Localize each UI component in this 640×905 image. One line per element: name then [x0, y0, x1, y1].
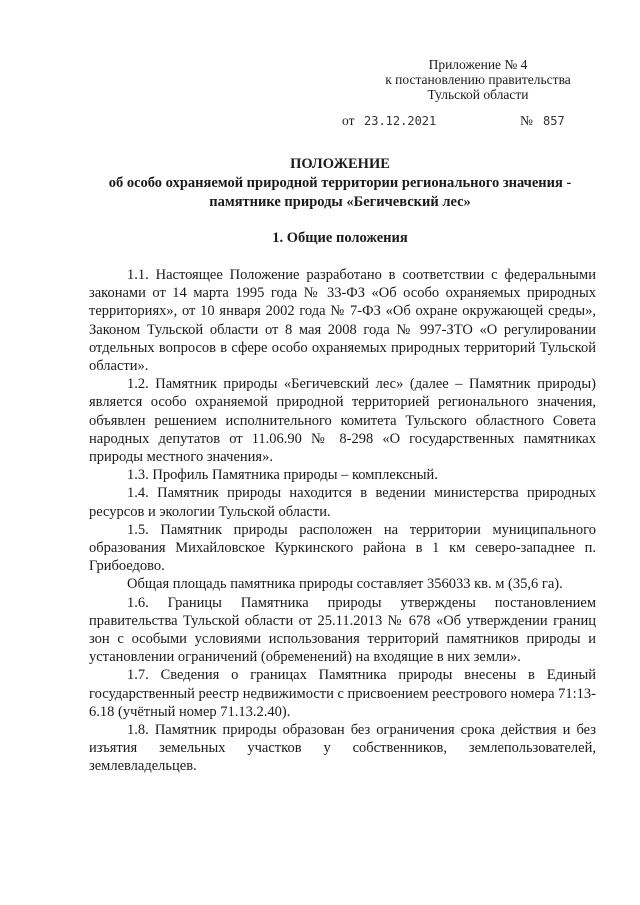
- annex-region: Тульской области: [427, 87, 529, 102]
- paragraph-1-8: 1.8. Памятник природы образован без ограничения срока действия и без изъятия земельных участков у собственников, землепользователей, землевладельцев.: [89, 722, 596, 775]
- annex-number: Приложение № 4: [428, 57, 528, 72]
- section-heading: 1. Общие положения: [272, 230, 408, 246]
- annex-block: [353, 57, 603, 102]
- annex-reference: к постановлению правительства: [385, 72, 571, 87]
- paragraph-1-3: 1.3. Профиль Памятника природы – комплексный.: [127, 467, 438, 484]
- date-label: от: [342, 113, 355, 128]
- paragraph-1-4: 1.4. Памятник природы находится в ведении министерства природных ресурсов и экологии Тульской области.: [89, 485, 596, 520]
- document-body: [89, 266, 596, 776]
- number-label: №: [520, 113, 533, 128]
- paragraph-1-1: 1.1. Настоящее Положение разработано в соответствии с федеральными законами от 14 марта 1995 года № 33-ФЗ «Об особо охраняемых природных территориях», от 10 января 2002 года № 7-ФЗ «Об охране окружающей среды», Законом Тульской области от 8 мая 2008 года № 997-ЗТО «О регулировании отдельных вопросов в сфере особо охраняемых природных территорий Тульской области».: [89, 267, 596, 375]
- paragraph-1-5: 1.5. Памятник природы расположен на территории муниципального образования Михайловское Куркинского района в 1 км северо-западнее п. Грибоедово.: [89, 521, 596, 575]
- date-value: 23.12.2021: [364, 114, 437, 128]
- title-line-3: памятнике природы «Бегичевский лес»: [209, 194, 471, 210]
- number-value: 857: [543, 114, 565, 128]
- decree-date-row: [0, 113, 640, 129]
- paragraph-1-7: 1.7. Сведения о границах Памятника природы внесены в Единый государственный реестр недвижимости с присвоением реестрового номера 71:13-6.18 (учётный номер 71.13.2.40).: [89, 667, 597, 720]
- paragraph-area: Общая площадь памятника природы составляет 356033 кв. м (35,6 га).: [127, 576, 563, 593]
- paragraph-1-6: 1.6. Границы Памятника природы утверждены постановлением правительства Тульской области от 25.11.2013 № 678 «Об утверждении границ зон с особыми условиями использования территорий памятников природы и установлении ограничений (обременений) на входящие в них земли».: [89, 594, 596, 666]
- title-line-1: ПОЛОЖЕНИЕ: [290, 156, 390, 172]
- document-title: [60, 155, 620, 212]
- paragraph-1-2: 1.2. Памятник природы «Бегичевский лес» (далее – Памятник природы) является особо охраняемой природной территорией регионального значения, объявлен решением исполнительного комитета Тульского областного Совета народных депутатов от 11.06.90 № 8-298 «О государственных памятниках природы местного значения».: [89, 376, 596, 466]
- title-line-2: об особо охраняемой природной территории регионального значения -: [108, 175, 572, 191]
